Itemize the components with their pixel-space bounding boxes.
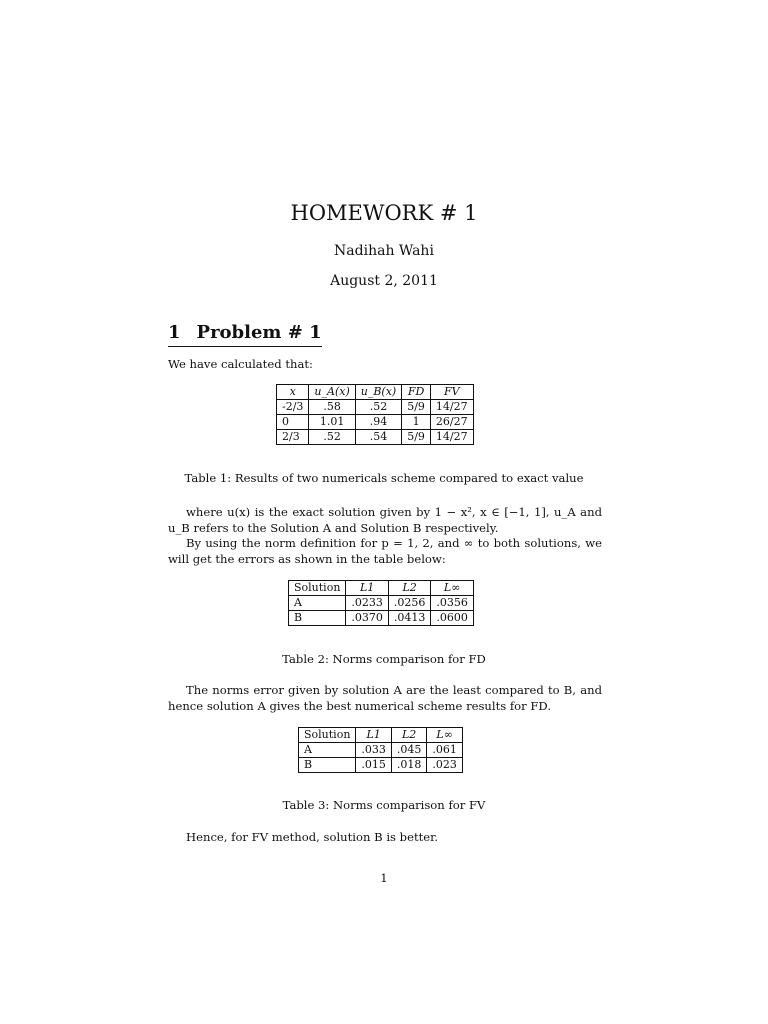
section-heading — [168, 322, 322, 347]
table-cell: .52 — [355, 400, 401, 415]
table-row — [289, 611, 474, 626]
paragraph-fv-conclusion: Hence, for FV method, solution B is better. — [186, 830, 439, 844]
table-cell: 5/9 — [402, 400, 431, 415]
table-header-cell: L2 — [388, 581, 431, 596]
table3-caption: Table 3: Norms comparison for FV — [282, 798, 486, 812]
table-header-cell: x — [277, 385, 309, 400]
table-header-cell: L∞ — [431, 581, 474, 596]
table-cell: -2/3 — [277, 400, 309, 415]
table-row — [277, 400, 474, 415]
paragraph-fd-conclusion: The norms error given by solution A are the least compared to B, and hence solution A gives the best numerical scheme results for FD. — [168, 683, 602, 713]
table-header-row — [277, 385, 474, 400]
table-cell: .018 — [391, 758, 427, 773]
table-cell: .58 — [309, 400, 355, 415]
table-header-cell: FV — [430, 385, 473, 400]
table-cell: B — [299, 758, 356, 773]
document-title: HOMEWORK # 1 — [290, 201, 478, 225]
author-name: Nadihah Wahi — [334, 243, 434, 259]
table-cell: B — [289, 611, 346, 626]
table-cell: .94 — [355, 415, 401, 430]
table-cell: .061 — [427, 743, 463, 758]
table-header-cell: L2 — [391, 728, 427, 743]
table-header-row — [299, 728, 463, 743]
table-row — [277, 415, 474, 430]
page-number: 1 — [380, 871, 388, 885]
table-header-cell: Solution — [289, 581, 346, 596]
table-header-row — [289, 581, 474, 596]
table-cell: 1 — [402, 415, 431, 430]
table-header-cell: L∞ — [427, 728, 463, 743]
table-cell: A — [289, 596, 346, 611]
table1-caption: Table 1: Results of two numericals scheme compared to exact value — [184, 471, 584, 485]
table-cell: .0356 — [431, 596, 474, 611]
table-cell: .52 — [309, 430, 355, 445]
table-cell: 0 — [277, 415, 309, 430]
table-cell: 14/27 — [430, 430, 473, 445]
table-row — [299, 743, 463, 758]
table-header-cell: u_B(x) — [355, 385, 401, 400]
table-cell: 5/9 — [402, 430, 431, 445]
table-header-cell: L1 — [346, 581, 389, 596]
table-cell: .0600 — [431, 611, 474, 626]
table-header-cell: FD — [402, 385, 431, 400]
table-header-cell: L1 — [356, 728, 392, 743]
table-cell: .0233 — [346, 596, 389, 611]
table-header-cell: u_A(x) — [309, 385, 355, 400]
table-cell: .0256 — [388, 596, 431, 611]
intro-text: We have calculated that: — [168, 357, 313, 371]
section-number: 1 — [168, 322, 181, 343]
paragraph-norm-definition: By using the norm definition for p = 1, 2, and ∞ to both solutions, we will get the errors as shown in the table below: — [168, 536, 602, 566]
table-cell: 14/27 — [430, 400, 473, 415]
results-table — [276, 384, 474, 445]
table-cell: .54 — [355, 430, 401, 445]
fd-norms-table — [288, 580, 474, 626]
table-cell: .015 — [356, 758, 392, 773]
table-row — [289, 596, 474, 611]
fv-norms-table — [298, 727, 463, 773]
table-cell: 26/27 — [430, 415, 473, 430]
document-date: August 2, 2011 — [330, 273, 438, 289]
table-cell: .045 — [391, 743, 427, 758]
table2-caption: Table 2: Norms comparison for FD — [282, 652, 486, 666]
table-cell: 2/3 — [277, 430, 309, 445]
table-row — [299, 758, 463, 773]
table-row — [277, 430, 474, 445]
table-cell: .0413 — [388, 611, 431, 626]
table-cell: .0370 — [346, 611, 389, 626]
section-title: Problem # 1 — [196, 322, 322, 343]
table-cell: A — [299, 743, 356, 758]
table-cell: .023 — [427, 758, 463, 773]
table-cell: 1.01 — [309, 415, 355, 430]
table-cell: .033 — [356, 743, 392, 758]
paragraph-exact-solution: where u(x) is the exact solution given by 1 − x², x ∈ [−1, 1], u_A and u_B refers to the Solution A and Solution B respectively. — [168, 505, 602, 535]
table-header-cell: Solution — [299, 728, 356, 743]
